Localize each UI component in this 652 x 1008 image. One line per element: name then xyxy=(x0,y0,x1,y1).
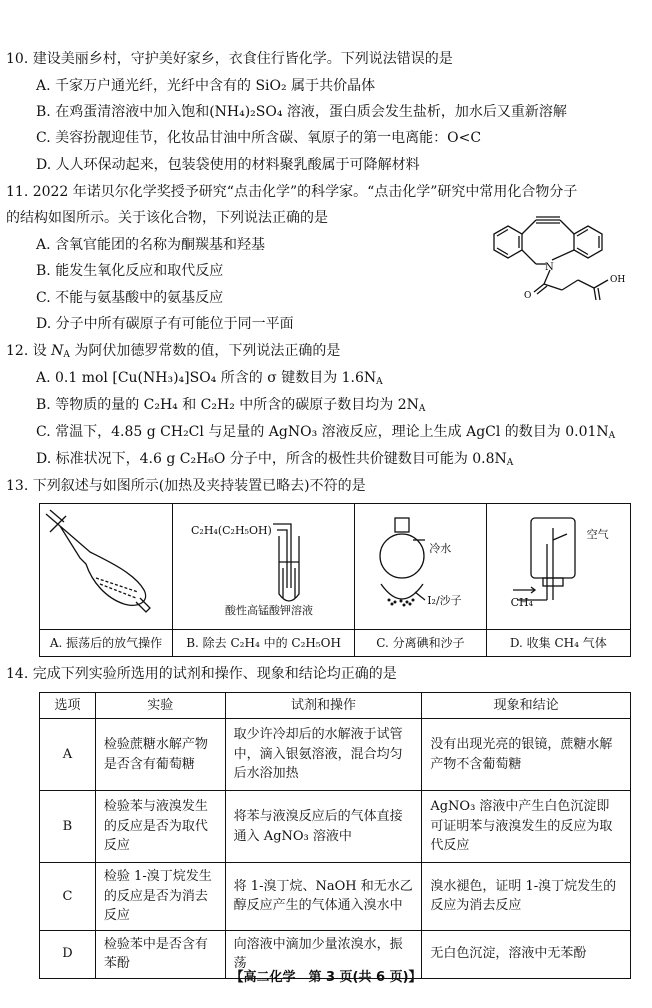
q12-stem: 12. 设 $N_A$ 为阿伏加德罗常数的值，下列说法正确的是 xyxy=(6,343,341,360)
q13-label-d-methane: CH₄ xyxy=(510,596,534,609)
atom-n-label: N xyxy=(545,262,554,273)
table-header-row xyxy=(40,693,631,719)
page-footer: 【高二化学 第 3 页(共 6 页)】 xyxy=(230,970,422,985)
q13-cell-d xyxy=(487,504,630,656)
q11-option-c: C. 不能与氨基酸中的氨基反应 xyxy=(36,290,224,306)
separatory-funnel-icon xyxy=(40,504,173,632)
q12-option-d: D. 标准状况下，4.6 g C₂H₆O 分子中，所含的极性共价键数目可能为 $0.8N_A$ xyxy=(36,451,514,468)
q11-molecule-structure xyxy=(486,208,646,308)
q12-option-c: C. 常温下，4.85 g CH₂Cl 与足量的 AgNO₃ 溶液反应，理论上生成 AgCl 的数目为 $0.01N_A$ xyxy=(36,424,616,441)
atom-oh-label: OH xyxy=(610,275,626,285)
q13-caption-c: C. 分离碘和沙子 xyxy=(355,629,485,656)
q11-option-d: D. 分子中所有碳原子有可能位于同一平面 xyxy=(36,316,294,332)
table-row xyxy=(40,863,631,931)
avogadro-symbol: N xyxy=(51,343,64,359)
table-row xyxy=(40,719,631,791)
q13-caption-d: D. 收集 CH₄ 气体 xyxy=(487,629,630,656)
row-a-reagents: 取少许冷却后的水解液于试管中，滴入银氨溶液，混合均匀后水浴加热 xyxy=(225,719,422,791)
gas-collection-bottle-icon xyxy=(487,504,631,632)
q14-stem: 14. 完成下列实验所选用的试剂和操作、现象和结论均正确的是 xyxy=(6,666,397,682)
table-row xyxy=(40,791,631,863)
row-a-result: 没有出现光亮的银镜，蔗糖水解产物不含葡萄糖 xyxy=(422,719,631,791)
q11-stem-line1: 11. 2022 年诺贝尔化学奖授予研究“点击化学”的科学家。“点击化学”研究中常用化合物分子 xyxy=(6,184,578,200)
q10-option-d: D. 人人环保动起来，包装袋使用的材料聚乳酸属于可降解材料 xyxy=(36,157,420,173)
flask-sublimation-icon xyxy=(355,504,487,632)
q12-option-a: A. 0.1 mol [Cu(NH₃)₄]SO₄ 所含的 σ 键数目为 $1.6N_A$ xyxy=(36,370,383,387)
q13-cell-c xyxy=(355,504,486,656)
row-d-result: 无白色沉淀，溶液中无苯酚 xyxy=(422,930,631,978)
q13-label-d-air: 空气 xyxy=(586,528,609,541)
row-c-option: C xyxy=(40,863,96,931)
q10-option-b: B. 在鸡蛋清溶液中加入饱和(NH₄)₂SO₄ 溶液，蛋白质会发生盐析，加水后又重新溶解 xyxy=(36,104,567,120)
q11-option-a: A. 含氧官能团的名称为酮羰基和羟基 xyxy=(36,237,266,253)
q10-option-a: A. 千家万户通光纤，光纤中含有的 SiO₂ 属于共价晶体 xyxy=(36,78,376,94)
q11-stem-line2: 的结构如图所示。关于该化合物，下列说法正确的是 xyxy=(6,210,328,226)
row-b-experiment: 检验苯与液溴发生的反应是否为取代反应 xyxy=(95,791,225,863)
q13-caption-a: A. 振荡后的放气操作 xyxy=(40,629,172,656)
row-b-result: AgNO₃ 溶液中产生白色沉淀即可证明苯与液溴发生的反应为取代反应 xyxy=(422,791,631,863)
q12-option-b: B. 等物质的量的 C₂H₄ 和 C₂H₂ 中所含的碳原子数目均为 $2N_A$ xyxy=(36,397,426,414)
header-result: 现象和结论 xyxy=(422,693,631,719)
row-b-option: B xyxy=(40,791,96,863)
q14-table xyxy=(39,692,631,979)
q13-label-b-gas: C₂H₄(C₂H₅OH) xyxy=(191,524,272,537)
q13-stem: 13. 下列叙述与如图所示(加热及夹持装置已略去)不符的是 xyxy=(6,478,366,494)
header-experiment: 实验 xyxy=(95,693,225,719)
row-d-option: D xyxy=(40,930,96,978)
q13-label-b-solution: 酸性高锰酸钾溶液 xyxy=(225,604,313,617)
q13-caption-b: B. 除去 C₂H₄ 中的 C₂H₅OH xyxy=(173,629,354,656)
q10-stem: 10. 建设美丽乡村，守护美好家乡，衣食住行皆化学。下列说法错误的是 xyxy=(6,51,453,67)
q10-option-c: C. 美容扮靓迎佳节，化妆品甘油中所含碳、氧原子的第一电离能：O<C xyxy=(36,130,482,146)
q13-label-c-iodine: I₂/沙子 xyxy=(427,594,462,607)
atom-o-label: O xyxy=(524,291,532,301)
row-c-reagents: 将 1-溴丁烷、NaOH 和无水乙醇反应产生的气体通入溴水中 xyxy=(225,863,422,931)
header-reagents: 试剂和操作 xyxy=(225,693,422,719)
q13-figure-panel xyxy=(39,503,631,657)
row-b-reagents: 将苯与液溴反应后的气体直接通入 AgNO₃ 溶液中 xyxy=(225,791,422,863)
header-option: 选项 xyxy=(40,693,96,719)
q13-cell-b xyxy=(173,504,355,656)
q13-label-c-water: 冷水 xyxy=(429,542,452,555)
row-d-experiment: 检验苯中是否含有苯酚 xyxy=(95,930,225,978)
row-a-option: A xyxy=(40,719,96,791)
row-c-result: 溴水褪色，证明 1-溴丁烷发生的反应为消去反应 xyxy=(422,863,631,931)
row-d-reagents: 向溶液中滴加少量浓溴水，振荡 xyxy=(225,930,422,978)
q11-option-b: B. 能发生氧化反应和取代反应 xyxy=(36,263,224,279)
row-c-experiment: 检验 1-溴丁烷发生的反应是否为消去反应 xyxy=(95,863,225,931)
row-a-experiment: 检验蔗糖水解产物是否含有葡萄糖 xyxy=(95,719,225,791)
q13-cell-a xyxy=(40,504,173,656)
